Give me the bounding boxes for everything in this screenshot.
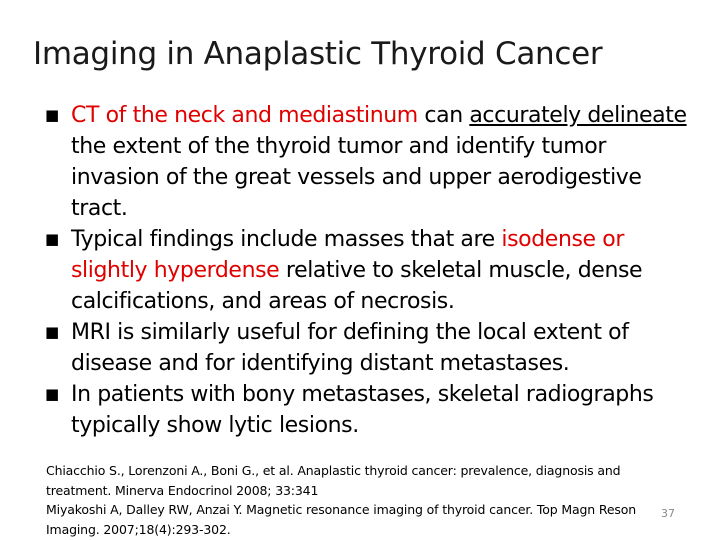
- bullet-text: relative to skeletal muscle, dense calcifications, and areas of necrosis.: [71, 258, 643, 314]
- square-bullet-icon: ■: [45, 230, 59, 248]
- bullet-item: [45, 379, 695, 441]
- square-bullet-icon: ■: [45, 385, 59, 403]
- square-bullet-icon: ■: [45, 323, 59, 341]
- reference-item: Miyakoshi A, Dalley RW, Anzai Y. Magnetic resonance imaging of thyroid cancer. Top Magn Reson Imaging. 2007;18(4):293-302.: [46, 502, 636, 537]
- bullet-item: [45, 224, 695, 317]
- bullet-item: [45, 100, 695, 224]
- bullet-text: can: [417, 103, 470, 128]
- highlighted-text: CT of the neck and mediastinum: [71, 103, 418, 128]
- underlined-text: accurately delineate: [469, 103, 687, 128]
- bullet-item: [45, 317, 695, 379]
- slide-title: Imaging in Anaplastic Thyroid Cancer: [33, 36, 603, 72]
- slide-number: 37: [661, 507, 675, 520]
- bullet-text: MRI is similarly useful for defining the local extent of disease and for identifying distant metastases.: [71, 320, 629, 376]
- square-bullet-icon: ■: [45, 106, 59, 124]
- bullet-text: In patients with bony metastases, skeletal radiographs typically show lytic lesions.: [71, 382, 654, 438]
- highlighted-text: isodense or slightly hyperdense: [71, 227, 624, 283]
- bullet-text: Typical findings include masses that are: [71, 227, 502, 252]
- references: [46, 461, 686, 539]
- bullet-text: the extent of the thyroid tumor and identify tumor invasion of the great vessels and upper aerodigestive tract.: [71, 134, 642, 221]
- reference-item: Chiacchio S., Lorenzoni A., Boni G., et al. Anaplastic thyroid cancer: prevalence, diagnosis and treatment. Minerva Endocrinol 2008; 33:341: [46, 463, 621, 498]
- bullet-list: [45, 100, 695, 441]
